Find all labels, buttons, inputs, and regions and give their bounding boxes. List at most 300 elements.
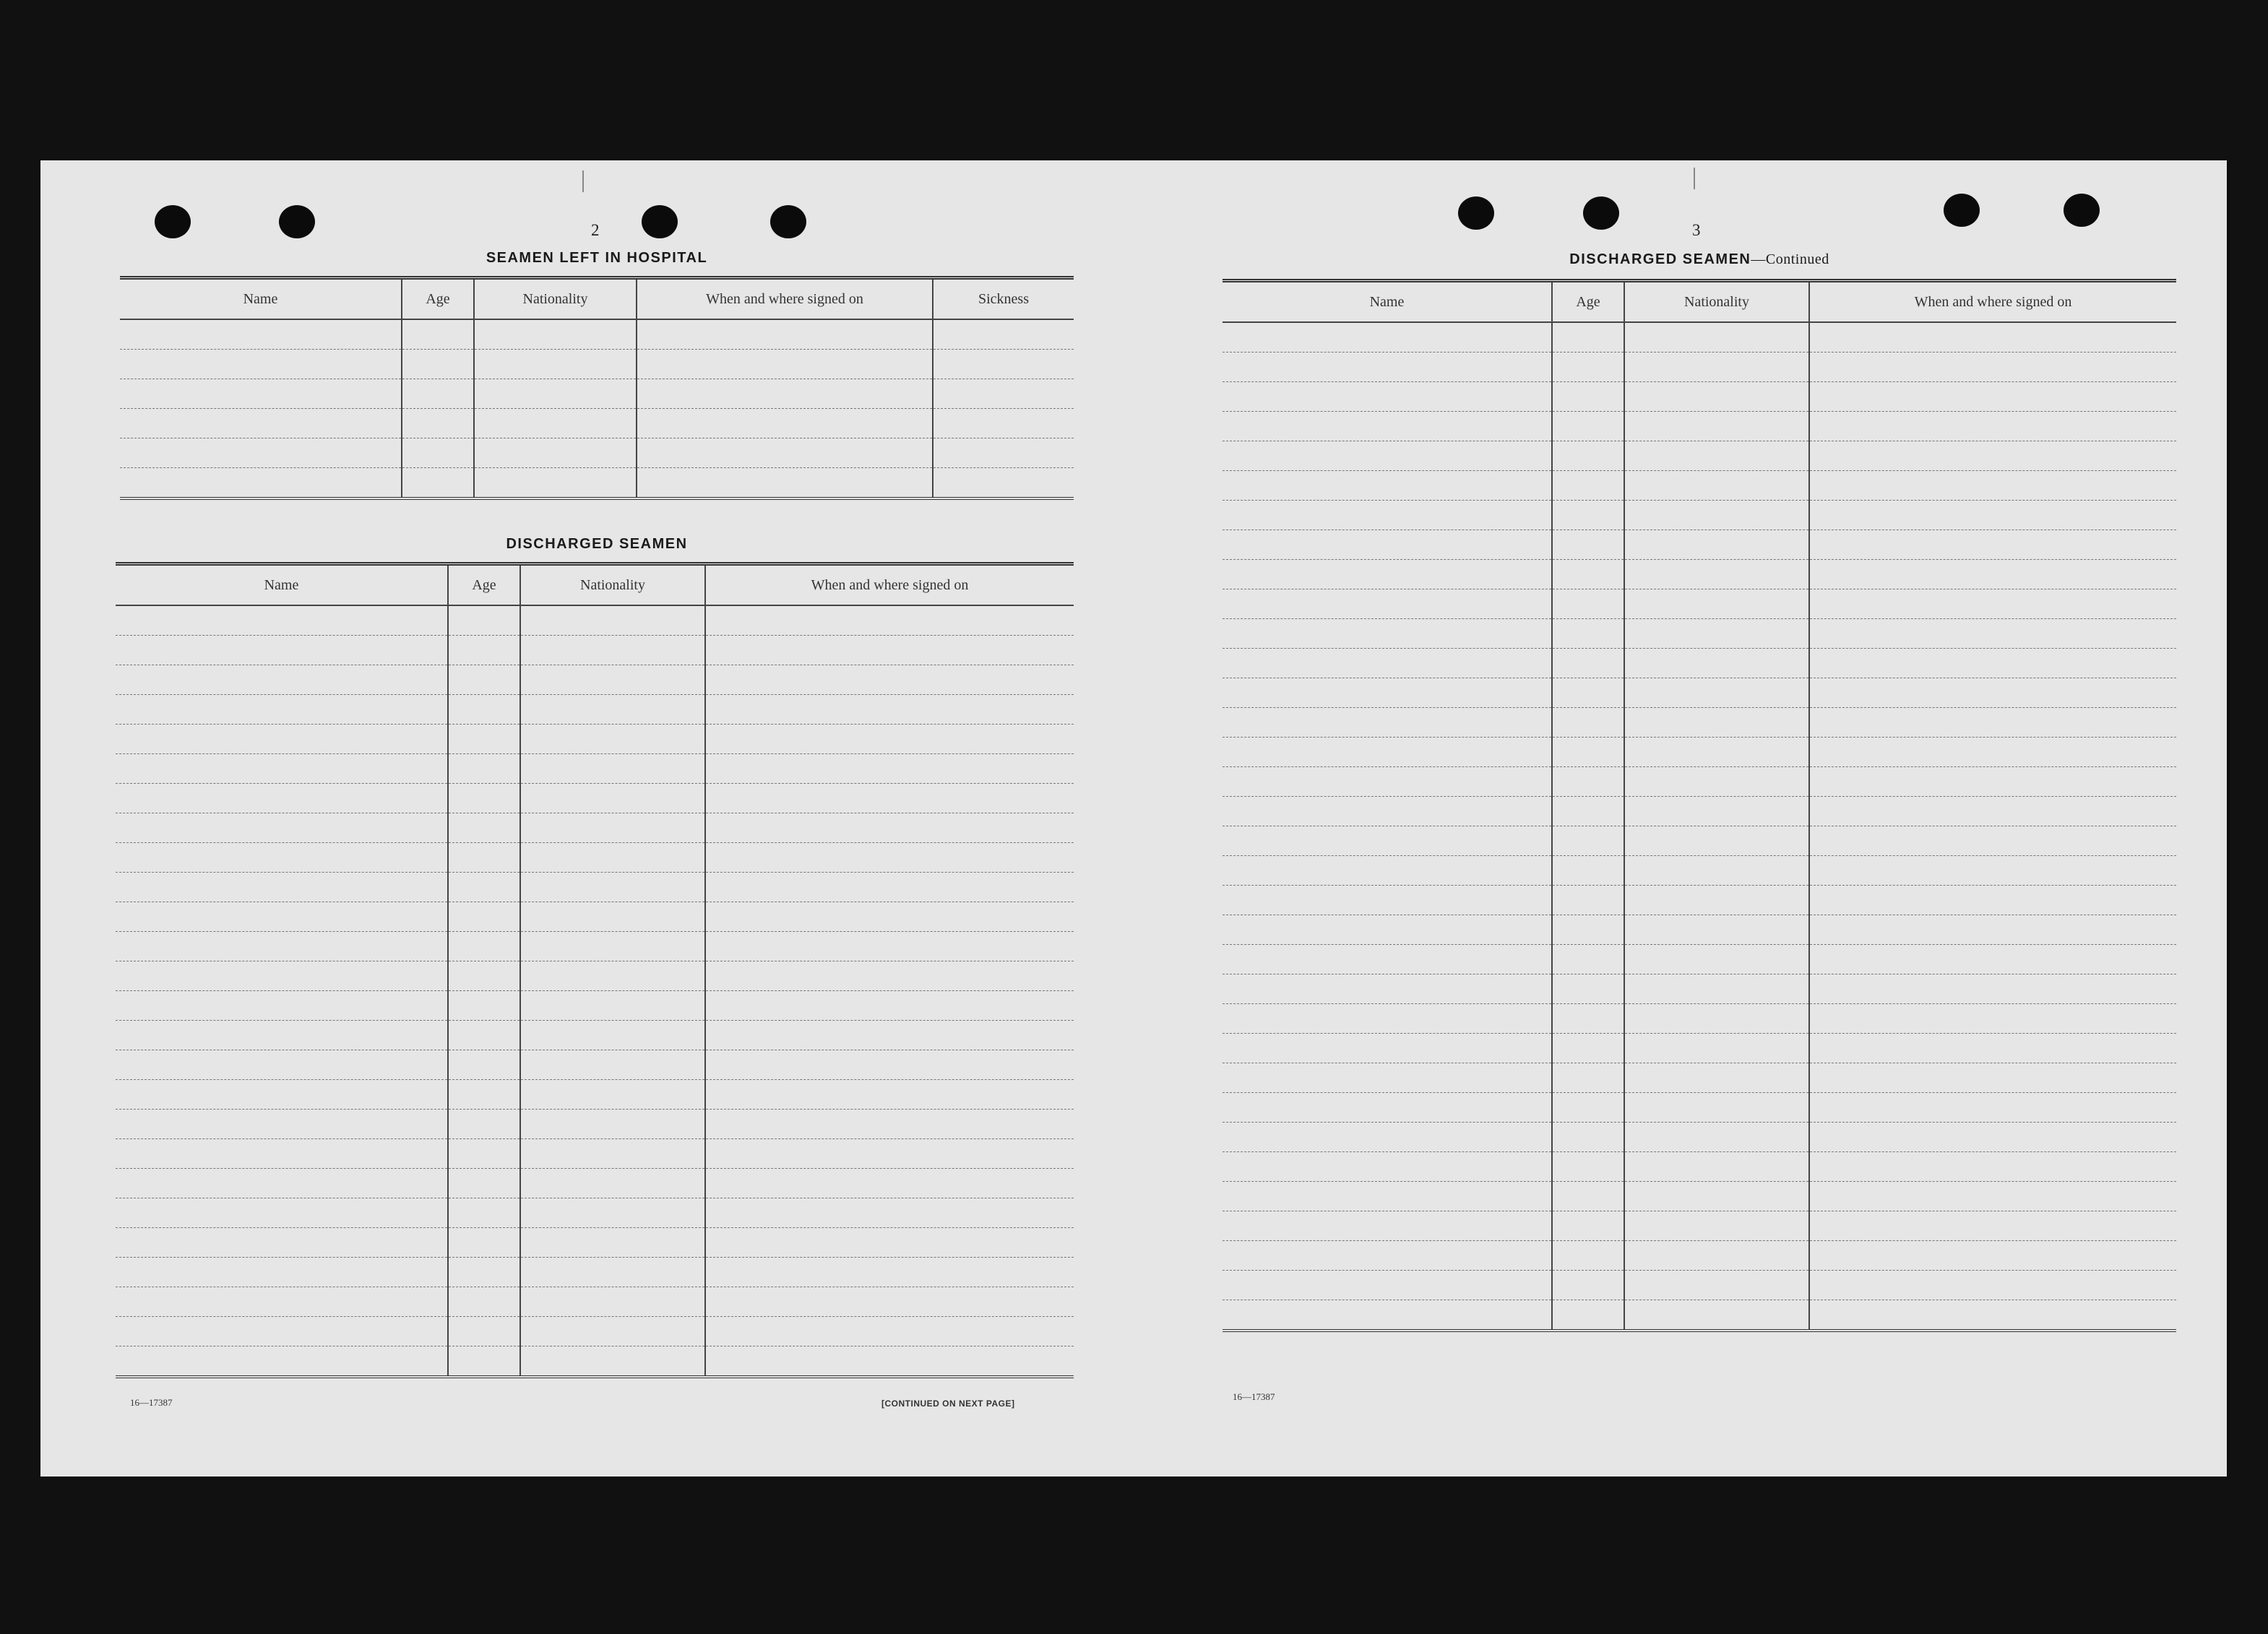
column-header-sickness: Sickness bbox=[933, 280, 1074, 319]
table-cell bbox=[1552, 886, 1624, 915]
table-cell bbox=[1809, 471, 2176, 501]
table-cell bbox=[1624, 560, 1809, 589]
table-cell bbox=[1809, 530, 2176, 560]
table-cell bbox=[448, 1050, 520, 1080]
table-cell bbox=[705, 605, 1074, 636]
table-cell bbox=[116, 1110, 448, 1139]
table-row bbox=[1223, 560, 2176, 589]
table-row bbox=[1223, 1004, 2176, 1034]
table-cell bbox=[448, 1258, 520, 1287]
table-cell bbox=[933, 468, 1074, 499]
table-cell bbox=[1624, 619, 1809, 649]
table-cell bbox=[705, 665, 1074, 695]
table-cell bbox=[1624, 886, 1809, 915]
table-row bbox=[1223, 1182, 2176, 1211]
table-cell bbox=[705, 1346, 1074, 1378]
page-number-left: 2 bbox=[591, 221, 600, 239]
table-cell bbox=[120, 379, 402, 409]
table-cell bbox=[1223, 886, 1552, 915]
table-cell bbox=[1624, 471, 1809, 501]
table-cell bbox=[1624, 974, 1809, 1004]
column-header-name: Name bbox=[116, 566, 448, 605]
table-row bbox=[1223, 678, 2176, 708]
table-row bbox=[116, 1198, 1074, 1228]
table-cell bbox=[116, 873, 448, 902]
table-cell bbox=[1552, 471, 1624, 501]
table-cell bbox=[120, 350, 402, 379]
table-cell bbox=[1624, 678, 1809, 708]
table-row bbox=[1223, 412, 2176, 441]
table-cell bbox=[116, 665, 448, 695]
table-cell bbox=[705, 813, 1074, 843]
table-cell bbox=[1223, 649, 1552, 678]
discharged-table-right bbox=[1223, 279, 2176, 1332]
table-cell bbox=[637, 468, 933, 499]
table-cell bbox=[1809, 708, 2176, 738]
table-cell bbox=[1624, 353, 1809, 382]
table-cell bbox=[448, 1317, 520, 1346]
table-row bbox=[1223, 589, 2176, 619]
table-cell bbox=[1809, 649, 2176, 678]
table-cell bbox=[705, 725, 1074, 754]
table-row bbox=[1223, 856, 2176, 886]
table-cell bbox=[448, 1110, 520, 1139]
table-cell bbox=[448, 1228, 520, 1258]
punch-hole bbox=[1583, 196, 1619, 230]
table-cell bbox=[120, 468, 402, 499]
table-cell bbox=[1223, 1211, 1552, 1241]
table-cell bbox=[1552, 708, 1624, 738]
table-cell bbox=[1809, 412, 2176, 441]
table-row bbox=[116, 605, 1074, 636]
table-cell bbox=[1552, 560, 1624, 589]
table-cell bbox=[520, 843, 705, 873]
punch-hole bbox=[279, 205, 315, 238]
hospital-table-body bbox=[120, 319, 1074, 498]
table-cell bbox=[1223, 441, 1552, 471]
table-cell bbox=[402, 468, 474, 499]
table-cell bbox=[402, 409, 474, 438]
table-cell bbox=[120, 319, 402, 350]
table-row bbox=[1223, 619, 2176, 649]
table-cell bbox=[1624, 1093, 1809, 1123]
table-row bbox=[120, 409, 1074, 438]
table-cell bbox=[1223, 530, 1552, 560]
table-cell bbox=[1809, 589, 2176, 619]
table-cell bbox=[705, 1258, 1074, 1287]
table-cell bbox=[520, 1021, 705, 1050]
table-cell bbox=[705, 754, 1074, 784]
table-cell bbox=[1552, 1004, 1624, 1034]
table-row bbox=[116, 695, 1074, 725]
table-cell bbox=[116, 725, 448, 754]
table-cell bbox=[448, 754, 520, 784]
table-cell bbox=[705, 991, 1074, 1021]
table-cell bbox=[448, 665, 520, 695]
table-cell bbox=[1624, 1182, 1809, 1211]
table-cell bbox=[448, 991, 520, 1021]
table-cell bbox=[474, 379, 637, 409]
table-cell bbox=[402, 319, 474, 350]
table-cell bbox=[1223, 589, 1552, 619]
table-cell bbox=[448, 961, 520, 991]
table-cell bbox=[448, 1346, 520, 1378]
table-cell bbox=[520, 932, 705, 961]
table-row bbox=[1223, 767, 2176, 797]
table-cell bbox=[1223, 1034, 1552, 1063]
table-cell bbox=[474, 438, 637, 468]
table-cell bbox=[705, 1080, 1074, 1110]
table-cell bbox=[1223, 1182, 1552, 1211]
table-cell bbox=[705, 932, 1074, 961]
column-header-name: Name bbox=[120, 280, 402, 319]
table-cell bbox=[116, 1198, 448, 1228]
table-row bbox=[1223, 826, 2176, 856]
table-cell bbox=[1809, 560, 2176, 589]
table-cell bbox=[1552, 1271, 1624, 1300]
table-cell bbox=[520, 1169, 705, 1198]
table-cell bbox=[116, 1228, 448, 1258]
page-number-right: 3 bbox=[1692, 221, 1701, 239]
table-cell bbox=[1624, 945, 1809, 974]
table-row bbox=[116, 843, 1074, 873]
table-cell bbox=[1624, 708, 1809, 738]
table-cell bbox=[402, 379, 474, 409]
document-sheet bbox=[40, 160, 2227, 1477]
table-cell bbox=[705, 1050, 1074, 1080]
table-cell bbox=[448, 784, 520, 813]
table-cell bbox=[1552, 767, 1624, 797]
table-row bbox=[116, 1110, 1074, 1139]
table-cell bbox=[1223, 560, 1552, 589]
table-cell bbox=[520, 991, 705, 1021]
table-cell bbox=[1223, 471, 1552, 501]
table-row bbox=[120, 319, 1074, 350]
discharged-table-left-body bbox=[116, 605, 1074, 1377]
table-cell bbox=[116, 605, 448, 636]
table-cell bbox=[705, 1317, 1074, 1346]
table-cell bbox=[1624, 589, 1809, 619]
table-row bbox=[1223, 708, 2176, 738]
table-cell bbox=[1809, 767, 2176, 797]
table-cell bbox=[1809, 1241, 2176, 1271]
discharged-continued-title bbox=[1223, 251, 2176, 268]
table-cell bbox=[1624, 767, 1809, 797]
table-cell bbox=[520, 695, 705, 725]
table-cell bbox=[1809, 826, 2176, 856]
table-cell bbox=[1223, 1063, 1552, 1093]
table-cell bbox=[1809, 619, 2176, 649]
table-cell bbox=[1552, 1241, 1624, 1271]
fold-mark bbox=[1694, 168, 1695, 189]
table-cell bbox=[1624, 1241, 1809, 1271]
table-cell bbox=[933, 409, 1074, 438]
table-cell bbox=[1552, 1063, 1624, 1093]
table-cell bbox=[1624, 738, 1809, 767]
table-cell bbox=[520, 1050, 705, 1080]
continued-suffix: —Continued bbox=[1751, 251, 1829, 267]
column-header-age: Age bbox=[448, 566, 520, 605]
table-cell bbox=[637, 409, 933, 438]
table-cell bbox=[705, 636, 1074, 665]
punch-hole bbox=[642, 205, 678, 238]
table-cell bbox=[116, 1258, 448, 1287]
table-cell bbox=[520, 784, 705, 813]
table-cell bbox=[448, 1080, 520, 1110]
punch-hole bbox=[1944, 194, 1980, 227]
table-cell bbox=[705, 1021, 1074, 1050]
table-cell bbox=[1223, 501, 1552, 530]
table-cell bbox=[116, 932, 448, 961]
table-cell bbox=[1809, 856, 2176, 886]
form-number-right: 16—17387 bbox=[1233, 1391, 1275, 1402]
table-cell bbox=[1809, 945, 2176, 974]
table-cell bbox=[474, 468, 637, 499]
table-row bbox=[116, 1228, 1074, 1258]
table-cell bbox=[1223, 619, 1552, 649]
table-cell bbox=[705, 1110, 1074, 1139]
table-cell bbox=[1809, 1271, 2176, 1300]
table-cell bbox=[474, 319, 637, 350]
table-cell bbox=[1223, 738, 1552, 767]
table-cell bbox=[116, 1169, 448, 1198]
table-cell bbox=[520, 665, 705, 695]
table-cell bbox=[520, 1228, 705, 1258]
table-cell bbox=[1809, 1093, 2176, 1123]
table-cell bbox=[448, 873, 520, 902]
table-cell bbox=[1624, 826, 1809, 856]
table-cell bbox=[705, 1169, 1074, 1198]
table-cell bbox=[1809, 1123, 2176, 1152]
table-cell bbox=[1809, 886, 2176, 915]
table-cell bbox=[120, 438, 402, 468]
table-row bbox=[120, 438, 1074, 468]
table-cell bbox=[1552, 856, 1624, 886]
discharged-table-right-body bbox=[1223, 322, 2176, 1331]
table-row bbox=[1223, 322, 2176, 353]
table-cell bbox=[120, 409, 402, 438]
table-cell bbox=[1223, 974, 1552, 1004]
table-row bbox=[116, 1258, 1074, 1287]
table-cell bbox=[1552, 945, 1624, 974]
table-row bbox=[1223, 501, 2176, 530]
table-cell bbox=[1624, 1211, 1809, 1241]
table-cell bbox=[448, 695, 520, 725]
table-row bbox=[120, 379, 1074, 409]
table-row bbox=[116, 1021, 1074, 1050]
table-cell bbox=[448, 1198, 520, 1228]
table-cell bbox=[1552, 1123, 1624, 1152]
table-cell bbox=[705, 784, 1074, 813]
table-row bbox=[1223, 1211, 2176, 1241]
table-row bbox=[1223, 530, 2176, 560]
table-cell bbox=[1809, 441, 2176, 471]
table-cell bbox=[1552, 1093, 1624, 1123]
table-cell bbox=[1223, 767, 1552, 797]
table-row bbox=[1223, 1063, 2176, 1093]
table-cell bbox=[520, 1287, 705, 1317]
table-cell bbox=[448, 1169, 520, 1198]
table-row bbox=[1223, 915, 2176, 945]
discharged-section-title: DISCHARGED SEAMEN bbox=[506, 536, 688, 552]
table-cell bbox=[637, 379, 933, 409]
table-cell bbox=[1223, 382, 1552, 412]
table-cell bbox=[520, 1258, 705, 1287]
table-cell bbox=[448, 843, 520, 873]
table-cell bbox=[1552, 974, 1624, 1004]
table-cell bbox=[116, 961, 448, 991]
column-header-name: Name bbox=[1223, 282, 1552, 322]
table-row bbox=[116, 813, 1074, 843]
table-row bbox=[1223, 1093, 2176, 1123]
table-row bbox=[1223, 1300, 2176, 1331]
table-cell bbox=[1624, 1004, 1809, 1034]
table-cell bbox=[520, 754, 705, 784]
table-cell bbox=[1223, 322, 1552, 353]
table-cell bbox=[1552, 322, 1624, 353]
table-cell bbox=[1223, 353, 1552, 382]
table-row bbox=[116, 932, 1074, 961]
table-row bbox=[1223, 471, 2176, 501]
table-cell bbox=[1552, 412, 1624, 441]
table-cell bbox=[1809, 1211, 2176, 1241]
table-cell bbox=[705, 961, 1074, 991]
table-cell bbox=[1223, 1300, 1552, 1331]
table-cell bbox=[1223, 1271, 1552, 1300]
table-row bbox=[1223, 1034, 2176, 1063]
table-row bbox=[116, 1169, 1074, 1198]
table-cell bbox=[1624, 649, 1809, 678]
table-cell bbox=[520, 1346, 705, 1378]
table-cell bbox=[1809, 353, 2176, 382]
table-cell bbox=[1552, 649, 1624, 678]
table-cell bbox=[1809, 1300, 2176, 1331]
table-cell bbox=[448, 1021, 520, 1050]
table-cell bbox=[520, 1110, 705, 1139]
table-row bbox=[1223, 738, 2176, 767]
table-cell bbox=[1223, 412, 1552, 441]
table-row bbox=[116, 1050, 1074, 1080]
form-number-left: 16—17387 bbox=[130, 1397, 173, 1408]
table-cell bbox=[1809, 322, 2176, 353]
table-cell bbox=[1552, 589, 1624, 619]
table-cell bbox=[1223, 708, 1552, 738]
table-cell bbox=[116, 695, 448, 725]
table-cell bbox=[1624, 1063, 1809, 1093]
table-cell bbox=[1624, 322, 1809, 353]
table-cell bbox=[1552, 530, 1624, 560]
table-cell bbox=[116, 1287, 448, 1317]
table-cell bbox=[116, 1139, 448, 1169]
punch-hole bbox=[155, 205, 191, 238]
table-row bbox=[1223, 1271, 2176, 1300]
table-row bbox=[116, 1080, 1074, 1110]
table-cell bbox=[402, 438, 474, 468]
table-cell bbox=[1624, 412, 1809, 441]
table-cell bbox=[1552, 915, 1624, 945]
table-cell bbox=[637, 350, 933, 379]
table-cell bbox=[1809, 915, 2176, 945]
table-cell bbox=[448, 605, 520, 636]
table-cell bbox=[116, 1317, 448, 1346]
table-cell bbox=[520, 725, 705, 754]
table-cell bbox=[933, 379, 1074, 409]
table-cell bbox=[705, 873, 1074, 902]
table-cell bbox=[474, 409, 637, 438]
table-cell bbox=[1809, 974, 2176, 1004]
table-cell bbox=[520, 902, 705, 932]
table-row bbox=[1223, 886, 2176, 915]
table-cell bbox=[1624, 797, 1809, 826]
table-cell bbox=[1552, 501, 1624, 530]
table-cell bbox=[1552, 1182, 1624, 1211]
table-row bbox=[116, 873, 1074, 902]
table-cell bbox=[933, 438, 1074, 468]
table-cell bbox=[520, 1317, 705, 1346]
table-cell bbox=[448, 1139, 520, 1169]
table-cell bbox=[116, 784, 448, 813]
table-cell bbox=[1552, 678, 1624, 708]
table-row bbox=[116, 991, 1074, 1021]
table-cell bbox=[1809, 1063, 2176, 1093]
table-cell bbox=[1552, 1034, 1624, 1063]
table-row bbox=[1223, 797, 2176, 826]
table-cell bbox=[448, 932, 520, 961]
table-row bbox=[116, 902, 1074, 932]
table-cell bbox=[1223, 1123, 1552, 1152]
table-cell bbox=[705, 1228, 1074, 1258]
table-row bbox=[1223, 649, 2176, 678]
table-cell bbox=[520, 1080, 705, 1110]
table-row bbox=[120, 350, 1074, 379]
table-cell bbox=[1809, 1182, 2176, 1211]
table-cell bbox=[448, 1287, 520, 1317]
table-cell bbox=[1552, 797, 1624, 826]
table-cell bbox=[448, 636, 520, 665]
table-cell bbox=[1624, 1271, 1809, 1300]
table-cell bbox=[1552, 619, 1624, 649]
table-cell bbox=[1552, 826, 1624, 856]
table-cell bbox=[933, 319, 1074, 350]
table-cell bbox=[1552, 1211, 1624, 1241]
table-cell bbox=[520, 873, 705, 902]
table-row bbox=[1223, 441, 2176, 471]
table-cell bbox=[474, 350, 637, 379]
table-cell bbox=[1223, 945, 1552, 974]
table-row bbox=[1223, 945, 2176, 974]
table-cell bbox=[1552, 441, 1624, 471]
table-row bbox=[1223, 1152, 2176, 1182]
table-cell bbox=[1223, 1241, 1552, 1271]
column-header-nationality: Nationality bbox=[474, 280, 637, 319]
table-cell bbox=[1552, 1152, 1624, 1182]
table-cell bbox=[1809, 1034, 2176, 1063]
table-cell bbox=[1223, 1152, 1552, 1182]
table-cell bbox=[1809, 501, 2176, 530]
table-row bbox=[1223, 353, 2176, 382]
table-cell bbox=[116, 1021, 448, 1050]
table-cell bbox=[448, 813, 520, 843]
column-header-nationality: Nationality bbox=[1624, 282, 1809, 322]
table-cell bbox=[1552, 353, 1624, 382]
table-row bbox=[116, 784, 1074, 813]
discharged-table-left bbox=[116, 562, 1074, 1378]
table-cell bbox=[1223, 915, 1552, 945]
column-header-age: Age bbox=[1552, 282, 1624, 322]
table-cell bbox=[116, 1080, 448, 1110]
table-cell bbox=[1624, 1152, 1809, 1182]
table-row bbox=[1223, 1123, 2176, 1152]
